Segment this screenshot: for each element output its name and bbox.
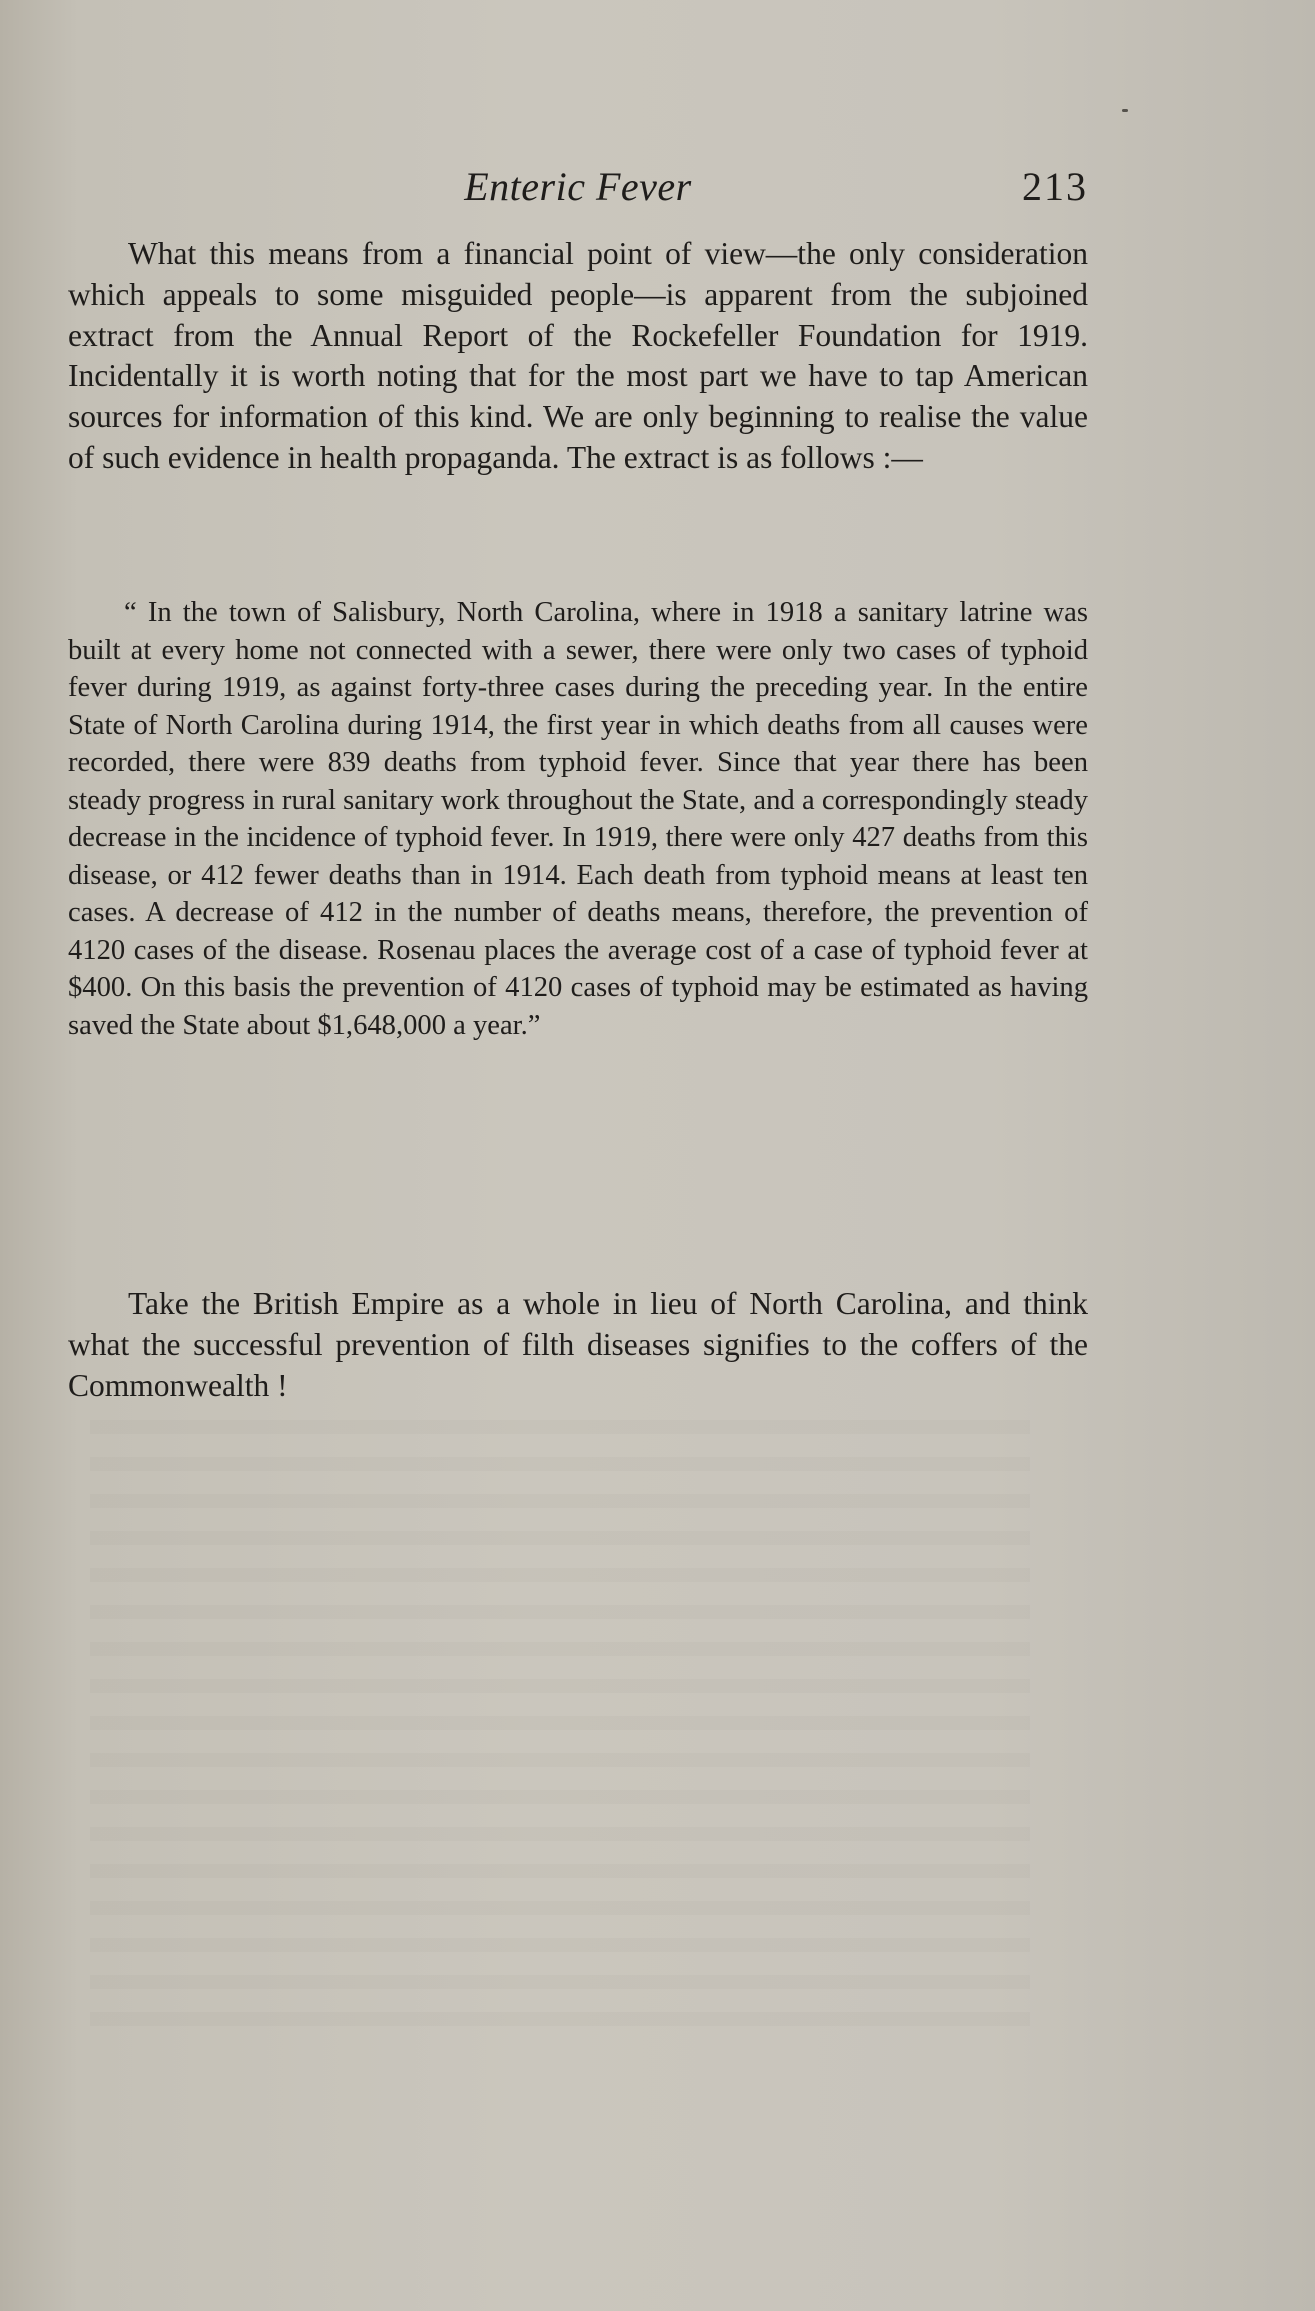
ink-speck [1122,109,1128,112]
body-paragraph-1: What this means from a financial point of view—the only consideration which appeals to some misguided people—is apparent from the subjoined extract from the Annual Report of the Rockefeller Foundation for 1919. Incidentally it is worth noting that for the most part we have to tap American sources for information of this kind. We are only beginning to realise the value of such evidence in health propaganda. The extract is as follows :— [68,236,1088,475]
show-through-text [90,1420,1030,2040]
running-title: Enteric Fever [464,164,692,209]
page-number: 213 [1022,164,1088,209]
body-paragraph-2: Take the British Empire as a whole in lieu of North Carolina, and think what the successful prevention of filth diseases signifies to the coffers of the Commonwealth ! [68,1286,1088,1403]
block-quotation: “ In the town of Salisbury, North Carolina, where in 1918 a sanitary latrine was built at every home not connected with a sewer, there were only two cases of typhoid fever during 1919, as against forty-three cases during the preceding year. In the entire State of North Carolina during 1914, the first year in which deaths from all causes were recorded, there were 839 deaths from typhoid fever. Since that year there has been steady progress in rural sanitary work throughout the State, and a correspondingly steady decrease in the incidence of typhoid fever. In 1919, there were only 427 deaths from this disease, or 412 fewer deaths than in 1914. Each death from typhoid means at least ten cases. A decrease of 412 in the number of deaths means, therefore, the prevention of 4120 cases of the disease. Rosenau places the average cost of a case of typhoid fever at $400. On this basis the prevention of 4120 cases of typhoid may be estimated as having saved the State about $1,648,000 a year.” [68,597,1088,1041]
running-head [68,160,1088,214]
